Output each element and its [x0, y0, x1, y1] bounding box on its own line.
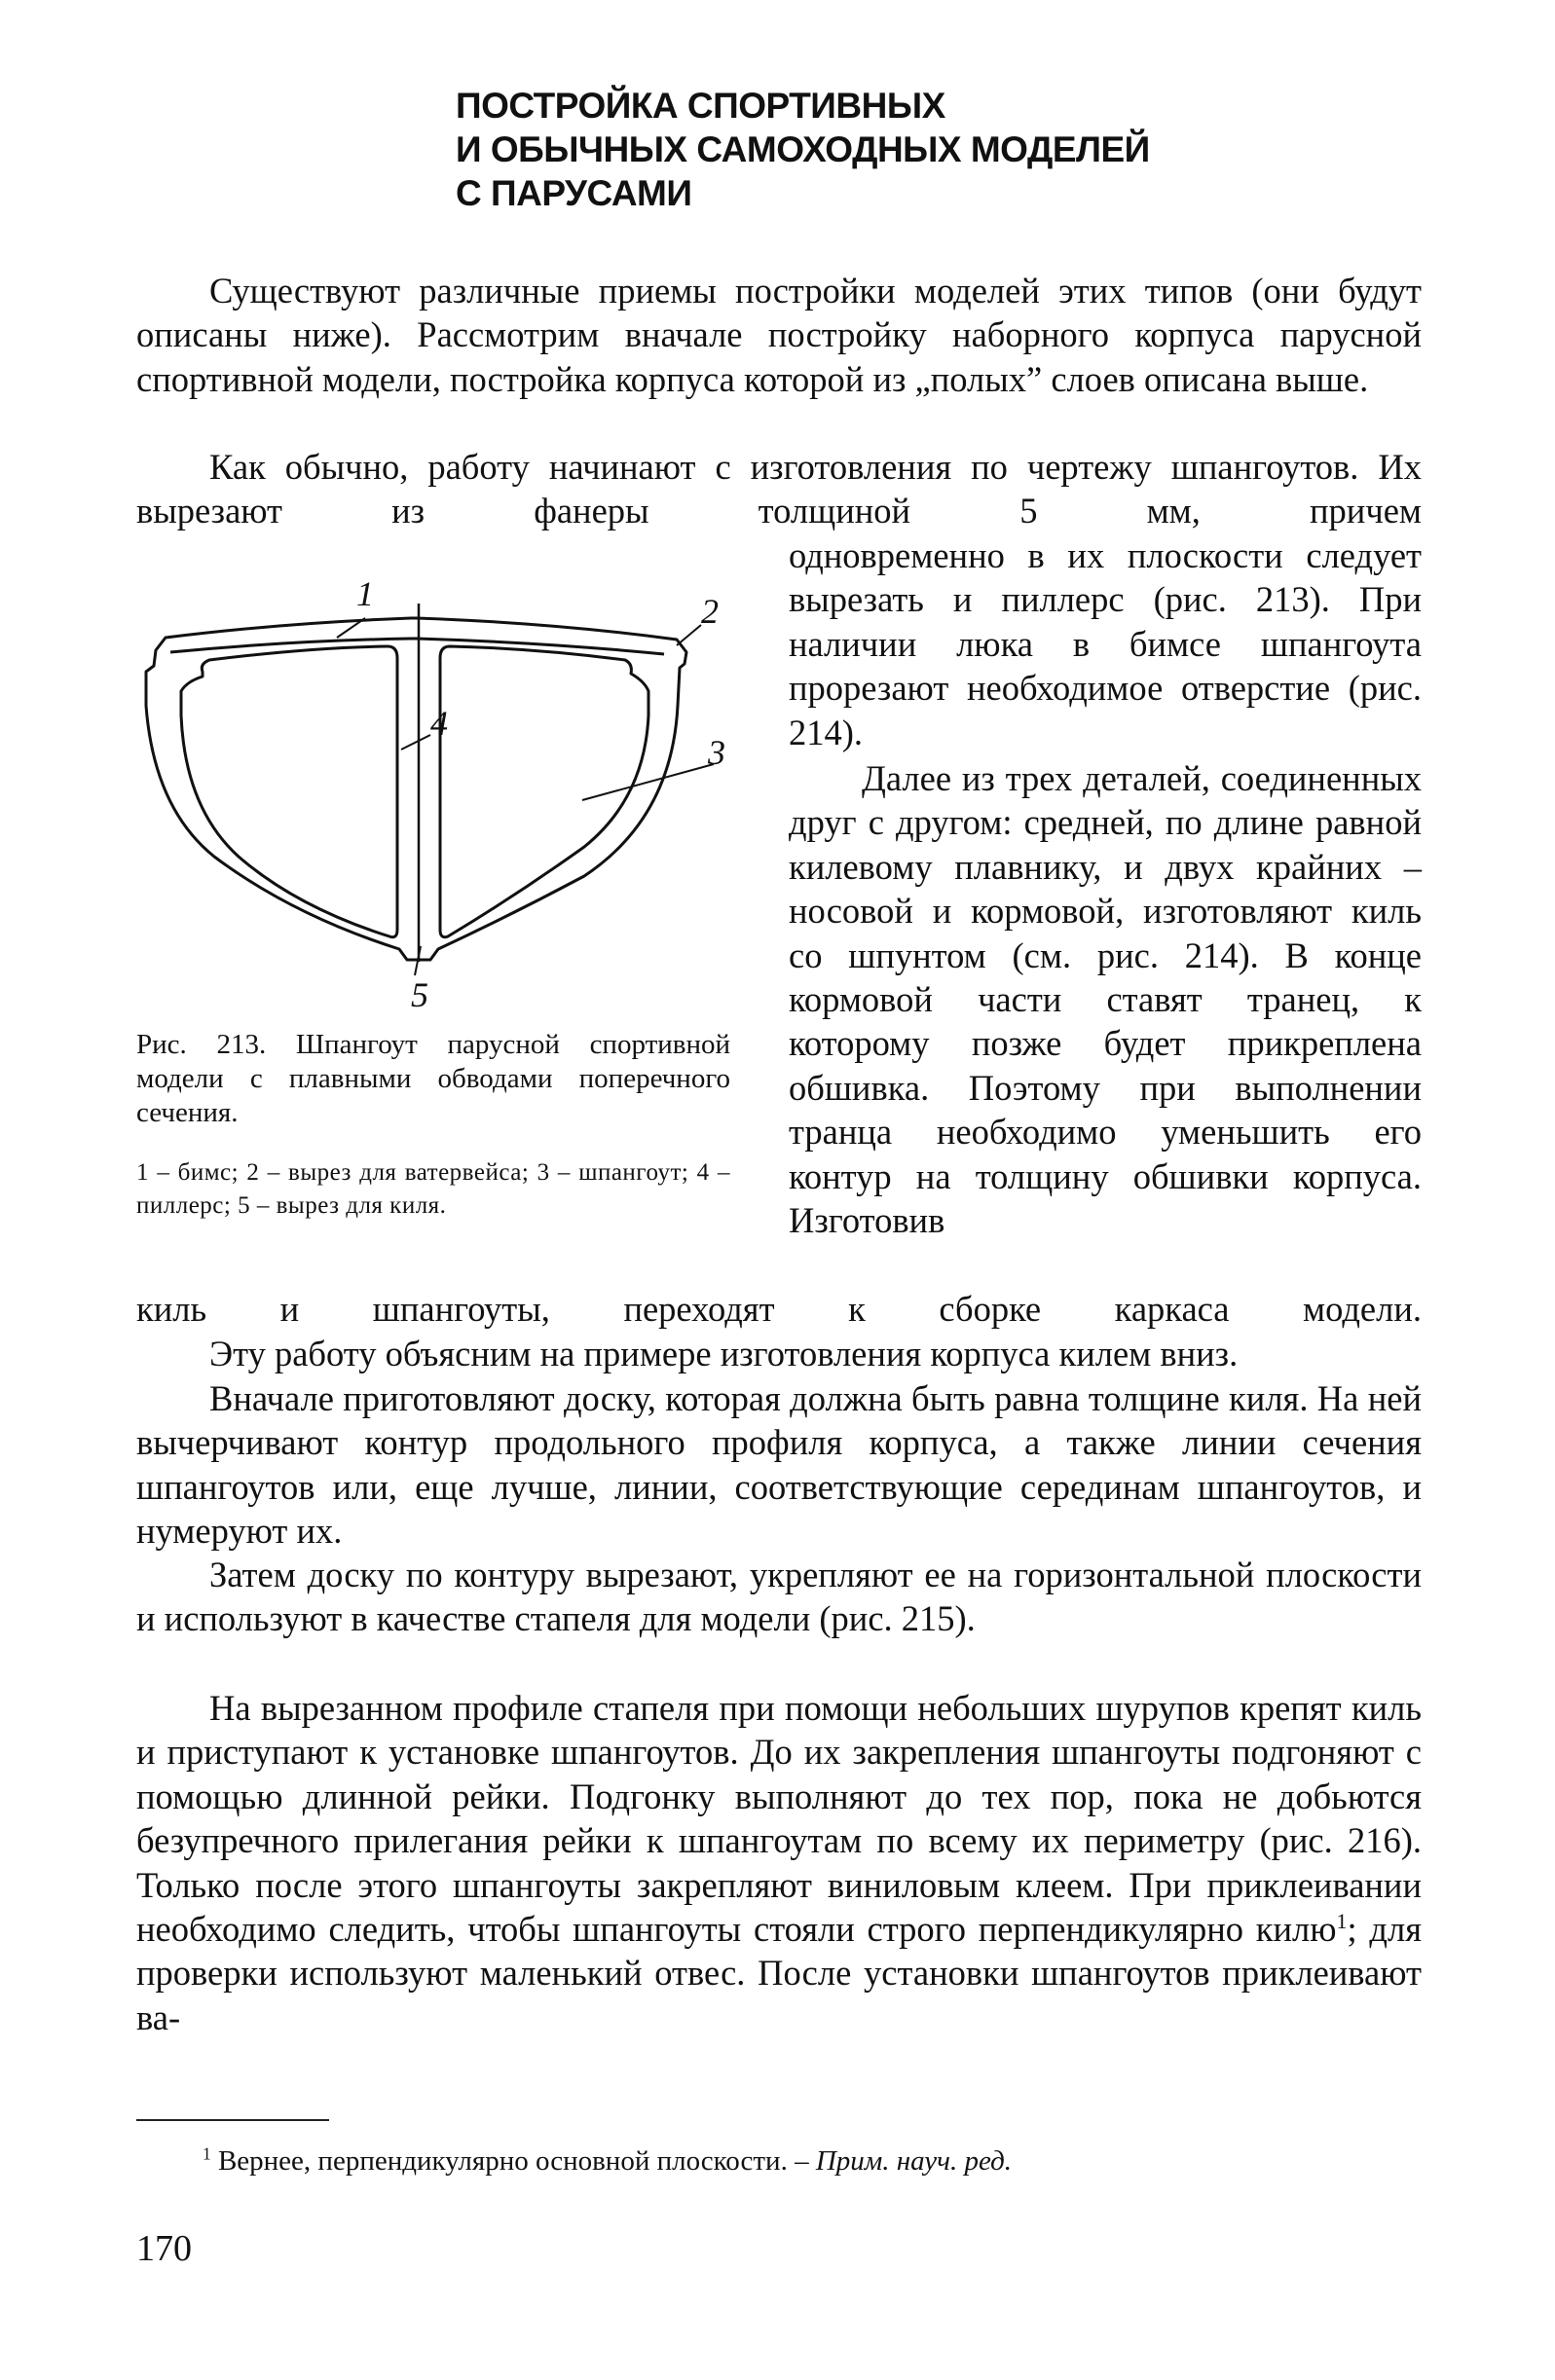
- paragraph-1: Существуют различные приемы постройки моделей этих типов (они будут описаны ниже). Рассмотрим вначале постройку наборного корпуса парусной спортивной модели, постройка корпуса которой из „полых” слоев описана выше.: [136, 271, 1422, 399]
- paragraph-7-text: На вырезанном профиле стапеля при помощи небольших шурупов крепят киль и приступают к установке шпангоутов. До их закрепления шпангоуты подгоняют с помощью длинной рейки. Подгонку выполняют до тех пор, пока не добьются безупречного прилегания рейки к шпангоутам по всему их периметру (рис. 216). Только после этого шпангоуты закрепляют виниловым клеем. При приклеивании необходимо следить, чтобы шпангоуты стояли строго перпендикулярно килю: [136, 1688, 1422, 1950]
- title-line-3: С ПАРУСАМИ: [456, 173, 692, 213]
- paragraph-2-column: одновременно в их плоскости следует вырезать и пиллерс (рис. 213). При наличии люка в бимсе шпангоута прорезают необходимое отверстие (рис. 214).: [789, 535, 1422, 752]
- paragraph-3-end: киль и шпангоуты, переходят к сборке каркаса модели.: [136, 1289, 1422, 1329]
- left-cutout: [181, 646, 397, 937]
- footnote-editor-note: Прим. науч. ред.: [815, 2145, 1013, 2177]
- footnote: [203, 2143, 1371, 2179]
- label-4: 4: [430, 704, 448, 743]
- paragraph-3-column: Далее из трех деталей, соединенных друг с другом: средней, по длине равной килевому плавнику, и двух крайних – носовой и кормовой, изготовляют киль со шпунтом (см. рис. 214). В конце кормовой части ставят транец, к которому позже будет прикреплена обшивка. Поэтому при выполнении транца необходимо уменьшить его контур на толщину обшивки корпуса. Изготовив: [789, 758, 1422, 1241]
- beam-inner-line: [170, 639, 664, 654]
- footnote-text: Вернее, перпендикулярно основной плоскости. –: [217, 2145, 816, 2177]
- paragraph-7-tail: ; для проверки используют маленький отвес. После установки шпангоутов приклеивают ва-: [136, 1909, 1423, 2037]
- footnote-rule: [136, 2119, 329, 2121]
- paragraph-2-start: Как обычно, работу начинают с изготовления по чертежу шпангоутов. Их вырезают из фанеры толщиной 5 мм, причем: [136, 447, 1422, 531]
- page-number: 170: [136, 2228, 192, 2269]
- footnote-mark: 1: [203, 2143, 211, 2164]
- frame-drawing: [127, 545, 759, 1012]
- figure-213: [127, 545, 759, 1012]
- footnote-ref: 1: [1336, 1908, 1348, 1933]
- paragraph-4: Эту работу объясним на примере изготовления корпуса килем вниз.: [209, 1334, 1239, 1373]
- figure-caption: Рис. 213. Шпангоут парусной спортивной модели с плавными обводами поперечного сечения.: [136, 1029, 730, 1128]
- label-2: 2: [701, 592, 719, 631]
- title-line-1: ПОСТРОЙКА СПОРТИВНЫХ: [456, 86, 945, 126]
- title-line-2: И ОБЫЧНЫХ САМОХОДНЫХ МОДЕЛЕЙ: [456, 129, 1150, 169]
- paragraph-5: Вначале приготовляют доску, которая должна быть равна толщине киля. На ней вычерчивают контур продольного профиля корпуса, а также линии сечения шпангоутов или, еще лучше, линии, соответствующие серединам шпангоутов, и нумеруют их.: [136, 1378, 1422, 1552]
- label-1: 1: [356, 574, 374, 613]
- label-5: 5: [411, 975, 428, 1012]
- paragraph-6: Затем доску по контуру вырезают, укрепляют ее на горизонтальной плоскости и используют в качестве стапеля для модели (рис. 215).: [136, 1555, 1422, 1639]
- frame-outer-contour: [146, 618, 686, 960]
- figure-legend: 1 – бимс; 2 – вырез для ватервейса; 3 – шпангоут; 4 – пиллерс; 5 – вырез для киля.: [136, 1159, 730, 1219]
- paragraph-7: [136, 1686, 1422, 2039]
- chapter-title: [456, 84, 1332, 215]
- label-3: 3: [708, 733, 725, 772]
- right-cutout: [440, 646, 648, 937]
